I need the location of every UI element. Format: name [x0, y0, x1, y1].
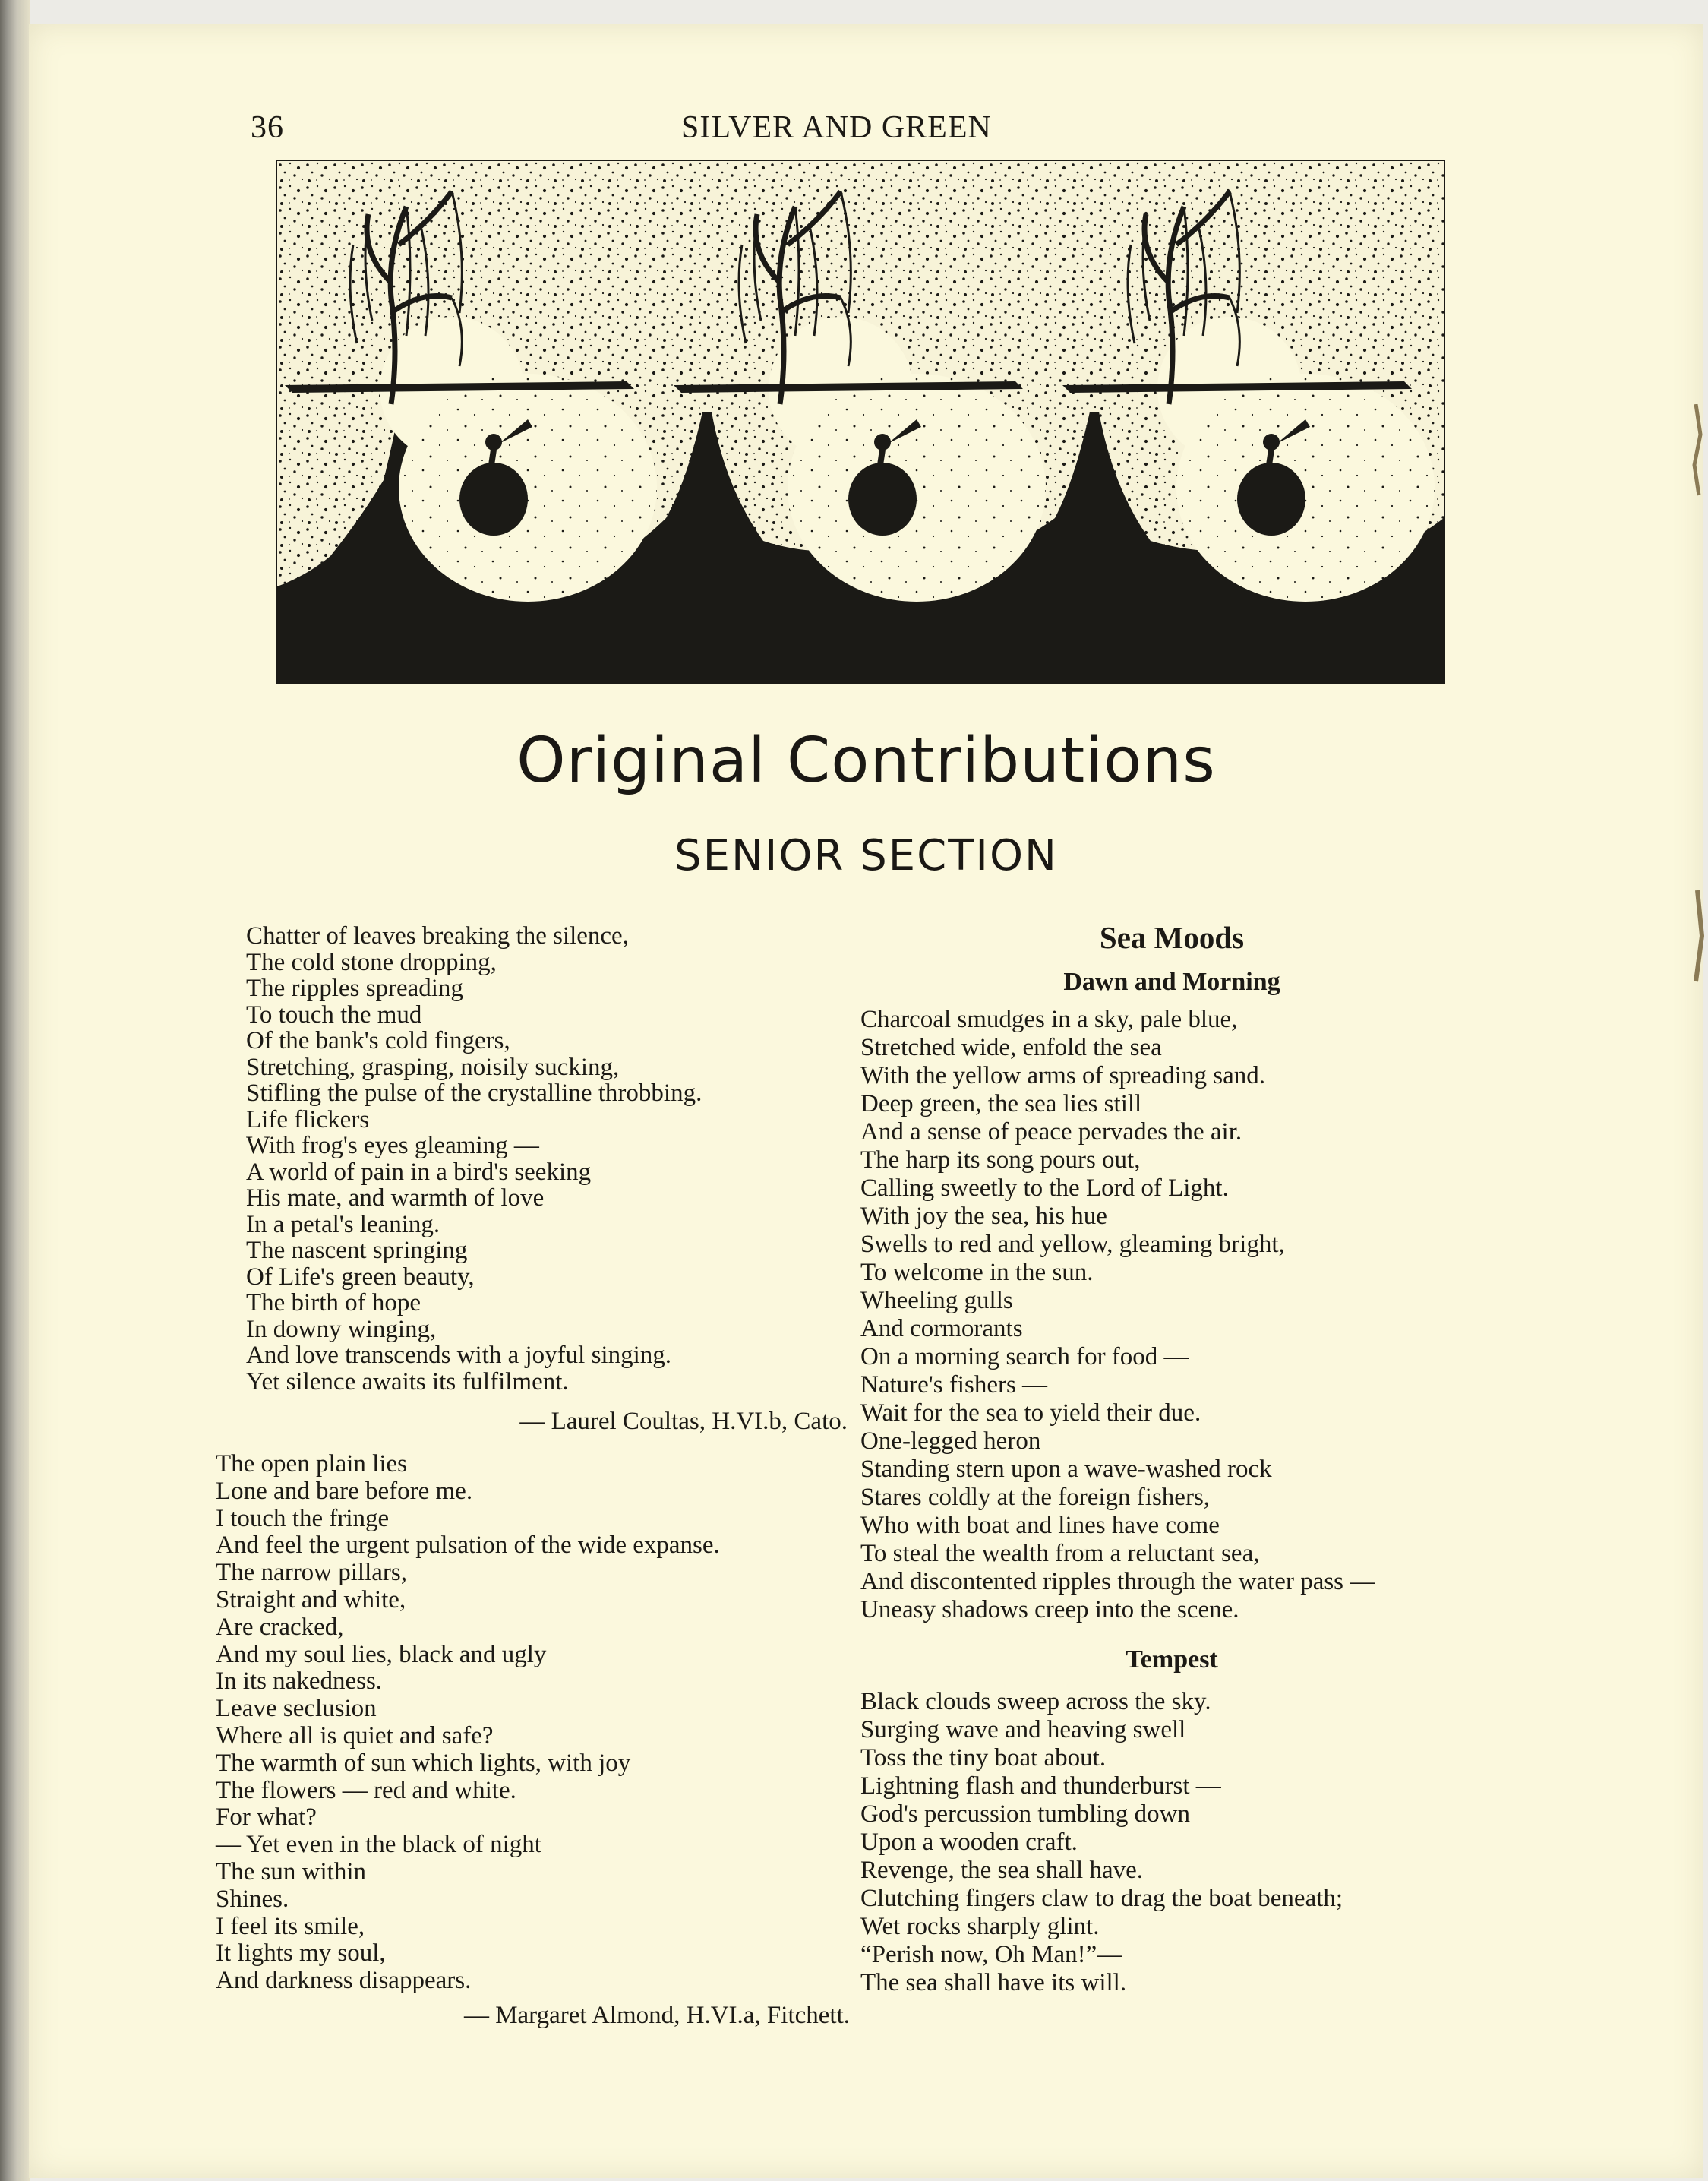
poem-two-line: Shines.	[216, 1885, 289, 1913]
lady-body	[880, 450, 882, 465]
dawn-line: The harp its song pours out,	[860, 1146, 1141, 1174]
poem-two-line: I touch the fringe	[216, 1504, 390, 1532]
poem-one-lines	[246, 923, 848, 1395]
poem-two-line: And my soul lies, black and ugly	[216, 1640, 547, 1668]
dawn-line: With the yellow arms of spreading sand.	[860, 1062, 1265, 1089]
poem-two-line: Are cracked,	[216, 1613, 344, 1641]
reflection-pool	[1176, 374, 1435, 602]
poem-two-line: For what?	[216, 1803, 317, 1832]
poem-one-line: Of Life's green beauty,	[246, 1263, 475, 1291]
poem-one-line: In downy winging,	[246, 1315, 437, 1343]
poem-one-line: The birth of hope	[246, 1289, 421, 1317]
poem-two-line: Leave seclusion	[216, 1695, 377, 1723]
poem-two-line: I feel its smile,	[216, 1912, 365, 1940]
dawn-line: Standing stern upon a wave-washed rock	[860, 1456, 1272, 1483]
poem-one-line: Yet silence awaits its fulfilment.	[246, 1367, 569, 1396]
poem-two-line: — Yet even in the black of night	[216, 1831, 541, 1859]
dawn-line: With joy the sea, his hue	[860, 1203, 1107, 1230]
sea-moods-title: Sea Moods	[1099, 920, 1245, 955]
poem-one-line: Stifling the pulse of the crystalline throbbing.	[246, 1079, 702, 1107]
banner-illustration	[276, 160, 1445, 684]
poem-one-line: Chatter of leaves breaking the silence,	[246, 922, 629, 950]
reflection-pool	[399, 374, 657, 602]
poem-two-line: The warmth of sun which lights, with joy	[216, 1749, 631, 1777]
paper-tear-marks	[1681, 404, 1708, 1772]
section-heading: SENIOR SECTION	[674, 831, 1058, 880]
poem-one-line: Stretching, grasping, noisily sucking,	[246, 1053, 620, 1081]
tempest-subtitle: Tempest	[1126, 1645, 1218, 1674]
page-number: 36	[251, 110, 284, 145]
poem-one-line: His mate, and warmth of love	[246, 1184, 545, 1212]
dawn-line: On a morning search for food —	[860, 1343, 1189, 1370]
poem-two-line: In its nakedness.	[216, 1667, 383, 1696]
dawn-line: Swells to red and yellow, gleaming bright,	[860, 1231, 1285, 1258]
lady-head	[874, 434, 891, 450]
dawn-line: Wheeling gulls	[860, 1287, 1013, 1314]
poem-two-line: Where all is quiet and safe?	[216, 1721, 494, 1750]
lady-dress	[1237, 463, 1305, 536]
scan-edge	[0, 0, 30, 2181]
poem-two-lines	[216, 1451, 850, 1995]
lady-head	[1263, 434, 1280, 450]
lady-dress	[848, 463, 917, 536]
poem-two-line: The sun within	[216, 1857, 366, 1885]
poem-two-line: The flowers — red and white.	[216, 1776, 516, 1804]
poem-one-attribution: — Laurel Coultas, H.VI.b, Cato.	[519, 1408, 848, 1435]
poem-one-line: Life flickers	[246, 1105, 370, 1133]
tempest-lines	[860, 1688, 1514, 1997]
poem-one-line: The nascent springing	[246, 1237, 468, 1264]
poem-two-line: The narrow pillars,	[216, 1559, 407, 1587]
poem-two-line: It lights my soul,	[216, 1939, 386, 1968]
dawn-line: Wait for the sea to yield their due.	[860, 1399, 1201, 1427]
poem-one-line: With frog's eyes gleaming —	[246, 1132, 539, 1159]
dawn-line: Calling sweetly to the Lord of Light.	[860, 1174, 1229, 1202]
reflection-pool	[788, 374, 1046, 602]
dawn-line: And a sense of peace pervades the air.	[860, 1118, 1242, 1146]
dawn-lines	[860, 1006, 1514, 1624]
dawn-line: To steal the wealth from a reluctant sea,	[860, 1540, 1260, 1567]
poem-one-line: In a petal's leaning.	[246, 1210, 440, 1238]
poem-two-line: The open plain lies	[216, 1450, 408, 1478]
poem-two-line: And darkness disappears.	[216, 1967, 472, 1995]
tempest-line: Black clouds sweep across the sky.	[860, 1688, 1211, 1715]
lady-body	[491, 450, 494, 465]
tempest-line: Lightning flash and thunderburst —	[860, 1772, 1221, 1800]
running-title: SILVER AND GREEN	[681, 110, 992, 145]
poem-one	[246, 923, 848, 1435]
dawn-line: Who with boat and lines have come	[860, 1512, 1220, 1539]
page-title: Original Contributions	[516, 725, 1216, 797]
poem-one-line: To touch the mud	[246, 1000, 422, 1029]
poem-two-line: And feel the urgent pulsation of the wide expanse.	[216, 1531, 720, 1560]
lady-head	[485, 434, 502, 450]
tempest-line: “Perish now, Oh Man!”—	[860, 1941, 1122, 1968]
lady-body	[1269, 450, 1271, 465]
tempest-line: Revenge, the sea shall have.	[860, 1857, 1144, 1884]
dawn-line: To welcome in the sun.	[860, 1259, 1094, 1286]
dawn-line: One-legged heron	[860, 1427, 1041, 1455]
dawn-line: Charcoal smudges in a sky, pale blue,	[860, 1006, 1238, 1033]
tempest-line: Clutching fingers claw to drag the boat beneath;	[860, 1885, 1343, 1912]
dawn-line: Stares coldly at the foreign fishers,	[860, 1484, 1211, 1511]
dawn-line: Deep green, the sea lies still	[860, 1090, 1142, 1117]
dawn-line: Nature's fishers —	[860, 1371, 1048, 1399]
dawn-line: And discontented ripples through the water pass —	[860, 1568, 1375, 1595]
tempest-line: The sea shall have its will.	[860, 1969, 1127, 1996]
dawn-line: Stretched wide, enfold the sea	[860, 1034, 1162, 1061]
poem-two	[216, 1451, 850, 2028]
poem-one-line: The ripples spreading	[246, 975, 463, 1002]
tempest-line: God's percussion tumbling down	[860, 1800, 1191, 1828]
tempest-line: Surging wave and heaving swell	[860, 1716, 1186, 1743]
poem-one-line: A world of pain in a bird's seeking	[246, 1158, 592, 1186]
page-header	[222, 87, 1057, 145]
tempest-line: Wet rocks sharply glint.	[860, 1913, 1100, 1940]
poem-one-line: And love transcends with a joyful singing.	[246, 1342, 672, 1369]
poem-one-line: The cold stone dropping,	[246, 948, 497, 976]
magazine-page	[29, 24, 1703, 2178]
dawn-line: Uneasy shadows creep into the scene.	[860, 1596, 1239, 1623]
banner-artwork	[277, 161, 1444, 682]
tempest-line: Toss the tiny boat about.	[860, 1744, 1107, 1772]
dawn-line: And cormorants	[860, 1315, 1023, 1342]
poem-one-line: Of the bank's cold fingers,	[246, 1027, 510, 1054]
tempest-line: Upon a wooden craft.	[860, 1829, 1078, 1856]
poem-two-line: Lone and bare before me.	[216, 1477, 473, 1505]
dawn-subtitle: Dawn and Morning	[1063, 968, 1280, 996]
poem-two-attribution: — Margaret Almond, H.VI.a, Fitchett.	[463, 2001, 850, 2029]
poem-two-line: Straight and white,	[216, 1585, 406, 1614]
sea-moods-poem	[860, 919, 1514, 1997]
lady-dress	[459, 463, 528, 536]
